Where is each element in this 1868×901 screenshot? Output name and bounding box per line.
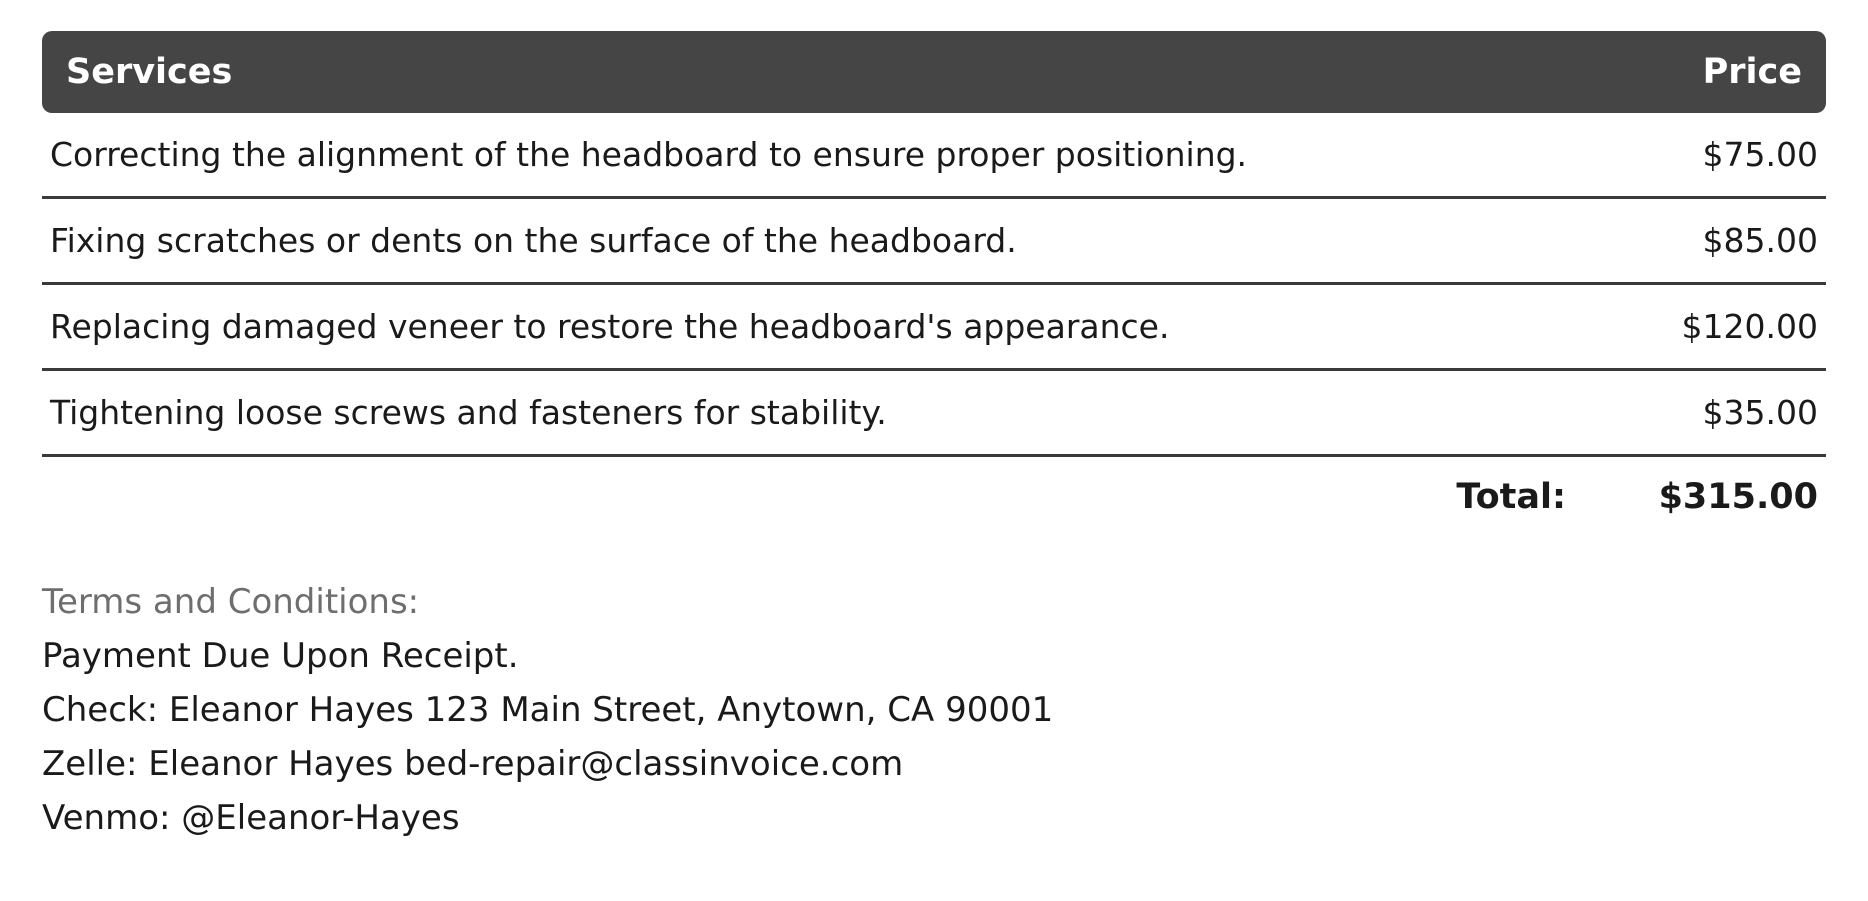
service-price: $35.00 <box>1702 393 1818 432</box>
service-description: Correcting the alignment of the headboard to ensure proper positioning. <box>50 135 1248 174</box>
terms-line: Check: Eleanor Hayes 123 Main Street, Anytown, CA 90001 <box>42 690 1054 730</box>
terms-line: Zelle: Eleanor Hayes bed-repair@classinvoice.com <box>42 744 904 784</box>
terms-lines <box>42 629 1826 845</box>
table-row <box>42 285 1826 371</box>
service-description: Replacing damaged veneer to restore the headboard's appearance. <box>50 307 1170 346</box>
table-row <box>42 113 1826 199</box>
terms-section <box>42 575 1826 845</box>
table-row <box>42 199 1826 285</box>
service-description: Fixing scratches or dents on the surface of the headboard. <box>50 221 1017 260</box>
price-column-header: Price <box>1702 52 1802 92</box>
service-price: $85.00 <box>1702 221 1818 260</box>
service-price: $75.00 <box>1702 135 1818 174</box>
table-header-row <box>42 31 1826 113</box>
terms-line: Venmo: @Eleanor-Hayes <box>42 798 460 838</box>
total-label: Total: <box>1456 477 1566 517</box>
table-body <box>42 113 1826 457</box>
service-description: Tightening loose screws and fasteners for stability. <box>50 393 887 432</box>
invoice-table <box>42 31 1826 537</box>
total-row <box>42 457 1826 537</box>
terms-title: Terms and Conditions: <box>42 582 420 622</box>
service-price: $120.00 <box>1681 307 1818 346</box>
services-column-header: Services <box>66 52 233 92</box>
total-value: $315.00 <box>1658 477 1818 517</box>
table-row <box>42 371 1826 457</box>
terms-line: Payment Due Upon Receipt. <box>42 636 519 676</box>
